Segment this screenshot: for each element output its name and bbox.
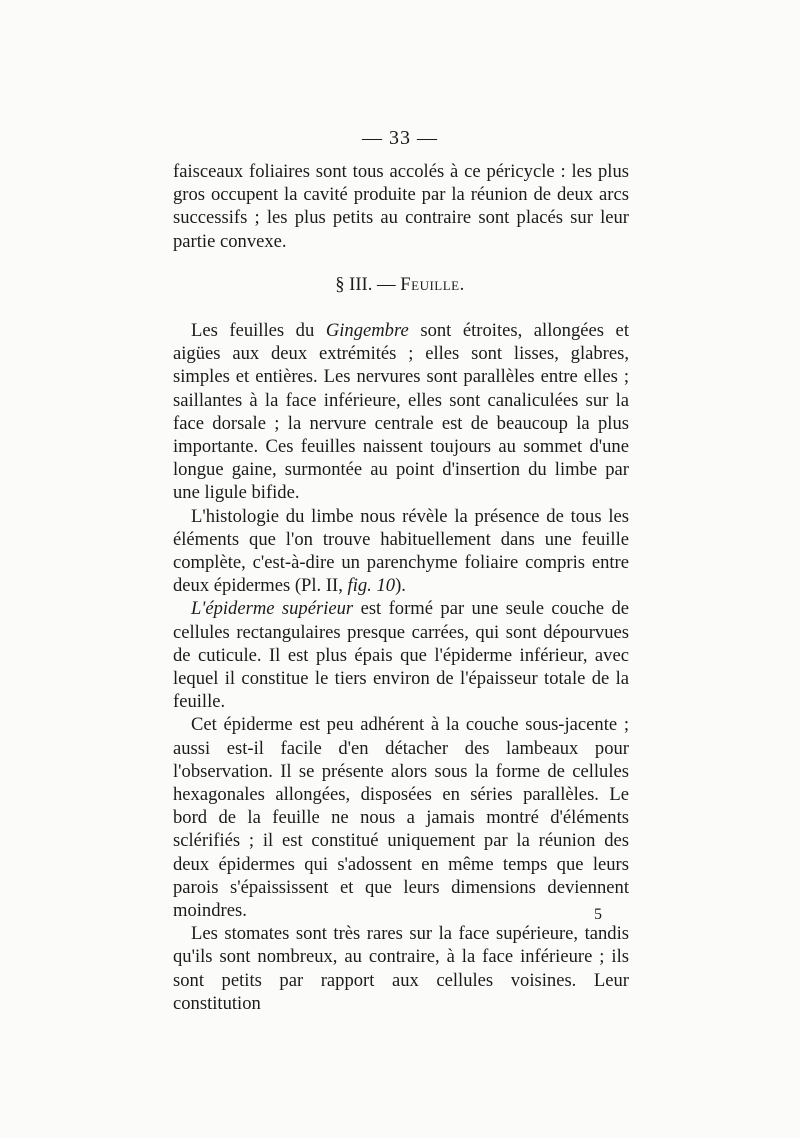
paragraph-2-italic: fig. 10 bbox=[347, 575, 396, 597]
section-title: Feuille. bbox=[400, 274, 465, 295]
body-text-block bbox=[173, 319, 629, 1015]
section-mark: § III. — bbox=[335, 274, 396, 295]
paragraph-2-end: ). bbox=[395, 575, 406, 597]
paragraph-3-italic: L'épiderme supérieur bbox=[191, 598, 354, 620]
paragraph-1-end: sont étroites, allongées et aigües aux deux extrémités ; elles sont lisses, glabres, simples et entières. Les nervures sont parallèles entre elles ; saillantes à la face inférieure, elles sont canaliculées sur la face dorsale ; la nervure centrale est de beaucoup la plus importante. Ces feuilles naissent toujours au sommet d'une longue gaine, surmontée au point d'insertion du limbe par une ligule bifide. bbox=[173, 320, 629, 504]
paragraph-1 bbox=[173, 319, 629, 505]
paragraph-3 bbox=[173, 597, 629, 713]
opening-paragraph: faisceaux foliaires sont tous accolés à ce péricycle : les plus gros occupent la cavité produite par la réunion de deux arcs successifs ; les plus petits au contraire sont placés sur leur partie convexe. bbox=[173, 161, 629, 252]
paragraph-2 bbox=[173, 505, 629, 598]
signature-mark: 5 bbox=[594, 906, 602, 923]
paragraph-2-start: L'histologie du limbe nous révèle la présence de tous les éléments que l'on trouve habituellement dans une feuille complète, c'est-à-dire un parenchyme foliaire compris entre deux épidermes (Pl. II, bbox=[173, 505, 629, 597]
paragraph-1-start: Les feuilles du bbox=[191, 320, 326, 341]
paragraph-1-italic: Gingembre bbox=[325, 320, 409, 341]
page-number: — 33 — bbox=[362, 127, 438, 149]
paragraph-4: Cet épiderme est peu adhérent à la couche sous-jacente ; aussi est-il facile d'en détacher des lambeaux pour l'observation. Il se présente alors sous la forme de cellules hexagonales allongées, disposées en séries parallèles. Le bord de la feuille ne nous a jamais montré d'éléments sclérifiés ; il est constitué uniquement par la réunion des deux épidermes qui s'adossent en même temps que leurs parois s'épaississent et que leurs dimensions deviennent moindres. bbox=[173, 714, 629, 922]
paragraph-3-end: est formé par une seule couche de cellules rectangulaires presque carrées, qui sont dépourvues de cuticule. Il est plus épais que l'épiderme inférieur, avec lequel il constitue le tiers environ de l'épaisseur totale de la feuille. bbox=[173, 598, 629, 713]
section-heading bbox=[0, 273, 800, 296]
paragraph-5: Les stomates sont très rares sur la face supérieure, tandis qu'ils sont nombreux, au contraire, à la face inférieure ; ils sont petits par rapport aux cellules voisines. Leur constitution bbox=[173, 923, 629, 1014]
opening-text-block bbox=[173, 160, 629, 253]
